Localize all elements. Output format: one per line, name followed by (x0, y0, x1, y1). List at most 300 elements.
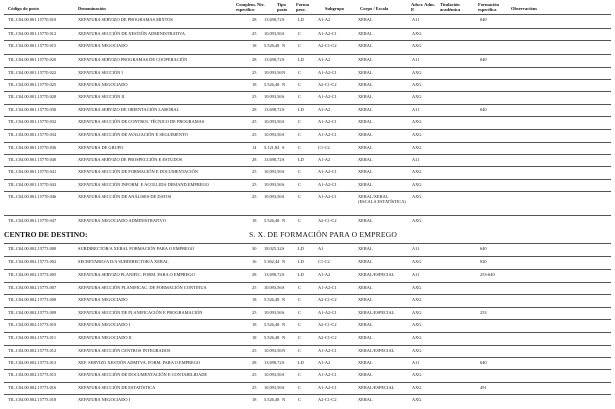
cell-forma: C (298, 297, 301, 302)
cell-complemento: 18.025,32 (264, 246, 282, 251)
cell-forma: LD (298, 259, 304, 264)
row-divider (4, 269, 611, 270)
header-adscr: Adscr. Adm. P. (411, 2, 435, 12)
cell-tipo: S (282, 107, 285, 112)
cell-forma: C (298, 397, 301, 402)
cell-subgrupo: A1-A2 (318, 360, 331, 365)
cell-nivel: 25 (252, 31, 257, 36)
cell-complemento: 13.698,72 (264, 272, 282, 277)
cell-complemento: 5.526,48 (264, 397, 280, 402)
cell-nivel: 25 (252, 94, 257, 99)
cell-subgrupo: A1-A2 (318, 107, 331, 112)
cell-adscricion: A11 (412, 272, 420, 277)
cell-codigo: TIL.C04.00.001.15770.010 (8, 17, 57, 22)
cell-complemento: 13.698,72 (264, 107, 282, 112)
row-divider (4, 79, 611, 80)
cell-forma: C (298, 385, 301, 390)
cell-tipo: S (282, 194, 285, 199)
cell-adscricion: AXG (412, 397, 422, 402)
cell-nivel: 28 (252, 57, 257, 62)
cell-denominacion: XEFATURA SECCIÓN PLANIFICAC. DE FORMACIÓN CONTINUA (78, 285, 207, 290)
cell-denominacion: XEFATURA SECCIÓN DE DOCUMENTACIÓN E CONTABILIDADE (78, 372, 208, 377)
row-divider (4, 332, 611, 333)
cell-corpo: XERAL (358, 145, 373, 150)
row-divider (4, 28, 611, 29)
cell-nivel: 25 (252, 194, 257, 199)
cell-nivel: 18 (252, 297, 257, 302)
cell-complemento: 5.526,48 (264, 82, 280, 87)
header-subgrupo: Subgrupo (325, 6, 345, 11)
cell-denominacion: XEFATURA SERVIZO DE ORIENTACIÓN LABORAL (78, 107, 180, 112)
header-complemento: Complem. Niv. específico (236, 2, 265, 12)
cell-forma: C (298, 285, 301, 290)
cell-adscricion: AXG (412, 372, 422, 377)
cell-denominacion: XEFATURA SERVIZO DE PROSPECCIÓN E ESTUDOS (78, 157, 183, 162)
cell-subgrupo: A1-A2 (318, 272, 331, 277)
cell-tipo: N (282, 70, 286, 75)
cell-tipo: N (282, 297, 286, 302)
cell-forma: C (298, 348, 301, 353)
cell-denominacion: XEFATURA SECCIÓN INFORM. E ACOLLIDA DEMAND.EMPREGO (78, 182, 209, 187)
cell-corpo: XERAL (358, 57, 373, 62)
row-divider (4, 294, 611, 295)
cell-denominacion: XEFATURA NEGOCIADO I (78, 397, 131, 402)
cell-complemento: 10.093,56 (264, 194, 282, 199)
cell-codigo: TIL.C04.00.002.15773.013 (8, 360, 57, 365)
cell-adscricion: AXG (412, 169, 422, 174)
cell-adscricion: AXG (412, 310, 422, 315)
cell-tipo: S (282, 31, 285, 36)
cell-codigo: TIL.C04.00.002.15773.005 (8, 272, 57, 277)
row-divider (4, 67, 611, 68)
cell-forma: C (298, 169, 301, 174)
cell-forma: LD (298, 157, 304, 162)
cell-corpo: XERAL (358, 182, 373, 187)
cell-subgrupo: C1-C2 (318, 145, 330, 150)
row-divider (4, 319, 611, 320)
cell-codigo: TIL.C04.00.001.15770.043 (8, 182, 57, 187)
cell-nivel: 16 (252, 259, 257, 264)
cell-corpo: XERAL (358, 82, 373, 87)
cell-corpo: XERAL (358, 31, 373, 36)
row-divider (4, 142, 611, 143)
cell-denominacion: XEFATURA SERVIZO PLANIFIC. FORM. PARA O EMPREGO (78, 272, 195, 277)
cell-forma: LD (298, 57, 304, 62)
cell-codigo: TIL.C04.00.001.15770.034 (8, 132, 57, 137)
cell-codigo: TIL.C04.00.002.15773.000 (8, 246, 57, 251)
cell-complemento: 13.698,72 (264, 17, 282, 22)
cell-tipo: N (282, 348, 286, 353)
cell-formacion: 491 (480, 385, 487, 390)
cell-tipo: S (282, 360, 285, 365)
cell-tipo: N (282, 218, 286, 223)
cell-codigo: TIL.C04.00.001.15770.020 (8, 57, 57, 62)
row-divider (4, 91, 611, 92)
cell-codigo: TIL.C04.00.001.15770.040 (8, 157, 57, 162)
cell-denominacion: XEFATURA NEGOCIADO (78, 297, 128, 302)
cell-denominacion: XEFATURA SECCIÓN DE AVALIACIÓN E SEGUIMENTO (78, 132, 188, 137)
row-divider (4, 191, 611, 192)
cell-tipo: N (282, 397, 286, 402)
cell-tipo: N (282, 43, 286, 48)
cell-denominacion: XEFATURA NEGOCIADO (78, 43, 128, 48)
cell-corpo: XERAL (358, 372, 373, 377)
cell-adscricion: A11 (412, 17, 420, 22)
cell-codigo: TIL.C04.00.002.15773.015 (8, 372, 57, 377)
cell-codigo: TIL.C04.00.001.15770.030 (8, 107, 57, 112)
cell-nivel: 18 (252, 43, 257, 48)
cell-subgrupo: A1-A2-C1 (318, 94, 337, 99)
cell-complemento: 10.093,56 (264, 348, 282, 353)
cell-formacion: 640 (480, 17, 487, 22)
cell-codigo: TIL.C04.00.001.15770.036 (8, 145, 57, 150)
cell-formacion: 640 (480, 57, 487, 62)
cell-codigo: TIL.C04.00.002.15773.011 (8, 335, 57, 340)
cell-subgrupo: A1-A2-C1 (318, 132, 337, 137)
cell-denominacion: XEFATURA SECCIÓN CENTROS INTEGRADOS (78, 348, 171, 353)
cell-subgrupo: A1-A2 (318, 17, 331, 22)
cell-forma: C (298, 335, 301, 340)
cell-nivel: 28 (252, 272, 257, 277)
cell-nivel: 18 (252, 322, 257, 327)
cell-tipo: S (282, 119, 285, 124)
cell-nivel: 14 (252, 145, 257, 150)
cell-codigo: TIL.C04.00.001.15770.012 (8, 31, 57, 36)
header-titulacion: Titulación académica (440, 2, 461, 12)
cell-nivel: 25 (252, 132, 257, 137)
cell-complemento: 10.093,56 (264, 310, 282, 315)
cell-tipo: S (282, 94, 285, 99)
cell-complemento: 13.698,72 (264, 360, 282, 365)
row-divider (4, 307, 611, 308)
cell-tipo: S (282, 169, 285, 174)
cell-tipo: S (282, 17, 285, 22)
cell-denominacion: XEF. SERVIZO XESTIÓN ADMTVA. FORM. PARA O EMPREGO (78, 360, 201, 365)
cell-denominacion: SUBDIRECTOR/A XERAL FORMACIÓN PARA O EMPREGO (78, 246, 195, 251)
cell-corpo: XERAL (358, 285, 373, 290)
cell-tipo: S (282, 132, 285, 137)
cell-subgrupo: A1-A2-C1 (318, 348, 337, 353)
cell-corpo: XERAL (358, 169, 373, 174)
cell-denominacion: XEFATURA NEGOCIADO II (78, 335, 132, 340)
cell-adscricion: AXG (412, 82, 422, 87)
row-divider (4, 394, 611, 395)
cell-nivel: 25 (252, 169, 257, 174)
cell-corpo: XERAL (358, 17, 373, 22)
row-divider (4, 179, 611, 180)
header-codigo: Código do posto (8, 6, 40, 11)
cell-subgrupo: A1-A2-C1 (318, 194, 337, 199)
cell-denominacion: XEFATURA SECCIÓN DE ANÁLISES DE DATOS (78, 194, 172, 199)
cell-complemento: 10.093,56 (264, 119, 282, 124)
cell-denominacion: XEFATURA DE GRUPO (78, 145, 124, 150)
cell-codigo: TIL.C04.00.002.15773.018 (8, 397, 57, 402)
cell-subgrupo: A2-C1-C2 (318, 322, 337, 327)
cell-tipo: S (282, 246, 285, 251)
cell-formacion: 253 (480, 310, 487, 315)
cell-adscricion: AXG (412, 94, 422, 99)
cell-complemento: 5.526,48 (264, 218, 280, 223)
cell-complemento: 13.698,72 (264, 57, 282, 62)
cell-forma: C (298, 322, 301, 327)
cell-tipo: S (282, 372, 285, 377)
row-divider (4, 282, 611, 283)
cell-adscricion: AXG (412, 145, 422, 150)
cell-adscricion: AXG (412, 385, 422, 390)
cell-subgrupo: C1-C2 (318, 259, 330, 264)
cell-corpo: XERAL (358, 107, 373, 112)
cell-codigo: TIL.C04.00.001.15770.028 (8, 94, 57, 99)
cell-complemento: 5.526,48 (264, 335, 280, 340)
cell-denominacion: XEFATURA SECCIÓN II (78, 94, 125, 99)
cell-adscricion: AXG (412, 259, 422, 264)
cell-codigo: TIL.C04.00.001.15770.046 (8, 194, 57, 199)
cell-adscricion: A11 (412, 57, 420, 62)
cell-forma: C (298, 94, 301, 99)
header-denominacion: Denominación (78, 6, 106, 11)
cell-nivel: 25 (252, 372, 257, 377)
row-divider (4, 382, 611, 383)
cell-tipo: N (282, 259, 286, 264)
cell-tipo: S (282, 57, 285, 62)
cell-nivel: 25 (252, 70, 257, 75)
cell-codigo: TIL.C04.00.002.15773.012 (8, 348, 57, 353)
cell-complemento: 5.526,48 (264, 322, 280, 327)
cell-adscricion: AXG (412, 322, 422, 327)
cell-codigo: TIL.C04.00.001.15770.015 (8, 43, 57, 48)
cell-subgrupo: A1-A2-C1 (318, 385, 337, 390)
cell-denominacion: XEFATURA SECCIÓN DE ESTATÍSTICA (78, 385, 156, 390)
cell-complemento: 5.526,48 (264, 297, 280, 302)
cell-corpo: XERAL (358, 297, 373, 302)
cell-subgrupo: A1-A2-C1 (318, 169, 337, 174)
cell-subgrupo: A2-C1-C2 (318, 397, 337, 402)
row-divider (4, 369, 611, 370)
cell-nivel: 25 (252, 348, 257, 353)
header-observacions: Observacións (511, 6, 538, 11)
cell-nivel: 25 (252, 310, 257, 315)
cell-corpo: XERAL (358, 322, 373, 327)
cell-subgrupo: A2-C1-C2 (318, 335, 337, 340)
cell-subgrupo: A1-A2-C1 (318, 119, 337, 124)
cell-nivel: 18 (252, 335, 257, 340)
cell-corpo: XERAL (358, 397, 373, 402)
cell-tipo: S (282, 272, 285, 277)
cell-complemento: 5.526,48 (264, 43, 280, 48)
cell-corpo: XERAL/ESPECIAL (358, 385, 395, 390)
cell-subgrupo: A2-C1-C2 (318, 82, 337, 87)
cell-tipo: S (282, 285, 285, 290)
cell-corpo: XERAL (358, 246, 373, 251)
cell-codigo: TIL.C04.00.002.15773.010 (8, 322, 57, 327)
cell-adscricion: A11 (412, 360, 420, 365)
cell-subgrupo: A1-A2-C1 (318, 31, 337, 36)
cell-adscricion: A11 (412, 246, 420, 251)
cell-subgrupo: A1-A2 (318, 157, 331, 162)
cell-codigo: TIL.C04.00.002.15773.002 (8, 259, 57, 264)
cell-codigo: TIL.C04.00.001.15770.022 (8, 70, 57, 75)
cell-subgrupo: A1-A2-C1 (318, 70, 337, 75)
cell-forma: C (298, 119, 301, 124)
cell-codigo: TIL.C04.00.001.15770.025 (8, 82, 57, 87)
cell-subgrupo: A2-C1-C2 (318, 297, 337, 302)
cell-denominacion: XEFATURA NEGOCIADO I (78, 322, 131, 327)
cell-tipo: N (282, 82, 286, 87)
cell-adscricion: AXG (412, 194, 422, 199)
cell-nivel: 30 (252, 246, 257, 251)
cell-adscricion: AXG (412, 132, 422, 137)
cell-forma: C (298, 194, 301, 199)
cell-corpo: XERAL (358, 157, 373, 162)
cell-tipo: N (282, 335, 286, 340)
section-name: S. X. DE FORMACIÓN PARA O EMPREGO (249, 230, 398, 239)
cell-denominacion: XEFATURA SECCIÓN DE FORMACIÓN E DOCUMENTACIÓN (78, 169, 198, 174)
cell-complemento: 10.093,56 (264, 372, 282, 377)
cell-formacion: 640 (480, 246, 487, 251)
cell-subgrupo: A1 (318, 246, 324, 251)
cell-complemento: 13.698,72 (264, 157, 282, 162)
cell-corpo: XERAL/ESPECIAL (358, 272, 395, 277)
row-divider (4, 357, 611, 358)
cell-formacion: 253-640 (480, 272, 495, 277)
cell-adscricion: AXG (412, 119, 422, 124)
cell-forma: LD (298, 107, 304, 112)
cell-denominacion: SECRETARIO/A D/A SUBDIRECTOR/A XERAL (78, 259, 169, 264)
cell-nivel: 18 (252, 218, 257, 223)
row-divider (4, 345, 611, 346)
cell-tipo: S (282, 182, 285, 187)
cell-subgrupo: A1-A2-C1 (318, 285, 337, 290)
cell-tipo: S (282, 157, 285, 162)
cell-forma: LD (298, 17, 304, 22)
row-divider (4, 116, 611, 117)
cell-nivel: 28 (252, 157, 257, 162)
cell-complemento: 10.093,56 (264, 385, 282, 390)
cell-forma: C (298, 82, 301, 87)
cell-corpo: XERAL/ESPECIAL (358, 310, 395, 315)
cell-tipo: S (282, 310, 285, 315)
cell-subgrupo: A1-A2-C1 (318, 310, 337, 315)
cell-forma: C (298, 310, 301, 315)
cell-corpo: XERAL/XERAL (ESCALA ESTATÍSTICA) (358, 194, 406, 204)
cell-corpo: XERAL (358, 259, 373, 264)
cell-adscricion: AXG (412, 31, 422, 36)
row-divider (4, 154, 611, 155)
cell-forma: LD (298, 272, 304, 277)
cell-codigo: TIL.C04.00.002.15773.008 (8, 297, 57, 302)
cell-corpo: XERAL (358, 360, 373, 365)
cell-nivel: 25 (252, 285, 257, 290)
cell-complemento: 10.093,56 (264, 285, 282, 290)
cell-forma: LD (298, 246, 304, 251)
cell-corpo: XERAL (358, 132, 373, 137)
cell-adscricion: A11 (412, 157, 420, 162)
cell-adscricion: AXG (412, 285, 422, 290)
row-divider (4, 256, 611, 257)
cell-adscricion: AXG (412, 218, 422, 223)
cell-nivel: 25 (252, 385, 257, 390)
cell-formacion: 640 (480, 107, 487, 112)
cell-corpo: XERAL (358, 335, 373, 340)
cell-subgrupo: A1-A2 (318, 57, 331, 62)
cell-nivel: 28 (252, 107, 257, 112)
cell-adscricion: AXG (412, 182, 422, 187)
cell-forma: C (298, 182, 301, 187)
row-divider (4, 129, 611, 130)
header-corpo: Corpo / Escala (360, 6, 389, 11)
cell-codigo: TIL.C04.00.001.15770.032 (8, 119, 57, 124)
cell-forma: C (298, 70, 301, 75)
cell-nivel: 28 (252, 360, 257, 365)
cell-denominacion: XEFATURA SECCIÓN I (78, 70, 123, 75)
row-divider (4, 166, 611, 167)
cell-denominacion: XEFATURA SECCIÓN DE CONTROL TÉCNICO DE PROGRAMAS (78, 119, 205, 124)
row-divider (4, 40, 611, 41)
cell-denominacion: XEFATURA NEGOCIADO ADMINISTRATIVO (78, 218, 166, 223)
cell-nivel: 28 (252, 17, 257, 22)
cell-corpo: XERAL (358, 70, 373, 75)
cell-complemento: 10.093,56 (264, 132, 282, 137)
cell-adscricion: A11 (412, 107, 420, 112)
cell-adscricion: AXG (412, 43, 422, 48)
cell-denominacion: XEFATURA SECCIÓN DE XESTIÓN ADMINISTRATIVA (78, 31, 185, 36)
cell-complemento: 10.093,56 (264, 182, 282, 187)
cell-corpo: XERAL (358, 218, 373, 223)
cell-denominacion: XEFATURA SECCIÓN DE PLANIFICACIÓN E PROGRAMACIÓN (78, 310, 203, 315)
cell-complemento: 10.093,56 (264, 94, 282, 99)
cell-denominacion: XEFATURA SERVIZO PROGRAMAS DE COOPERACIÓN (78, 57, 188, 62)
cell-formacion: 020 (480, 259, 487, 264)
cell-codigo: TIL.C04.00.002.15773.016 (8, 385, 57, 390)
cell-tipo: S (282, 145, 285, 150)
header-forma: Forma prov. (296, 2, 309, 12)
cell-formacion: 640 (480, 360, 487, 365)
cell-complemento: 10.093,56 (264, 31, 282, 36)
cell-subgrupo: A1-A2-C1 (318, 372, 337, 377)
cell-forma: C (298, 145, 301, 150)
row-divider (4, 215, 611, 216)
cell-nivel: 25 (252, 119, 257, 124)
cell-forma: C (298, 132, 301, 137)
header-formacion: Formación específica (478, 2, 499, 12)
cell-adscricion: AXG (412, 297, 422, 302)
cell-codigo: TIL.C04.00.001.15770.047 (8, 218, 57, 223)
cell-codigo: TIL.C04.00.001.15770.041 (8, 169, 57, 174)
cell-subgrupo: A1-A2-C1 (318, 182, 337, 187)
cell-codigo: TIL.C04.00.002.15773.007 (8, 285, 57, 290)
cell-tipo: N (282, 322, 286, 327)
cell-denominacion: XEFATURA NEGOCIADO (78, 82, 128, 87)
cell-corpo: XERAL (358, 94, 373, 99)
row-divider (4, 14, 611, 15)
cell-corpo: XERAL/ESPECIAL (358, 348, 395, 353)
cell-tipo: S (282, 385, 285, 390)
cell-adscricion: AXG (412, 70, 422, 75)
header-tipo: Tipo posto (277, 2, 288, 12)
cell-corpo: XERAL (358, 43, 373, 48)
cell-adscricion: AXG (412, 335, 422, 340)
cell-forma: C (298, 43, 301, 48)
cell-denominacion: XEFATURA SERVIZO DE PROGRAMAS MIXTOS (78, 17, 173, 22)
cell-corpo: XERAL (358, 119, 373, 124)
cell-nivel: 18 (252, 397, 257, 402)
row-divider (4, 104, 611, 105)
section-label: CENTRO DE DESTINO: (4, 230, 88, 239)
cell-forma: LD (298, 360, 304, 365)
cell-codigo: TIL.C04.00.002.15773.009 (8, 310, 57, 315)
cell-nivel: 18 (252, 82, 257, 87)
cell-subgrupo: A2-C1-C2 (318, 43, 337, 48)
